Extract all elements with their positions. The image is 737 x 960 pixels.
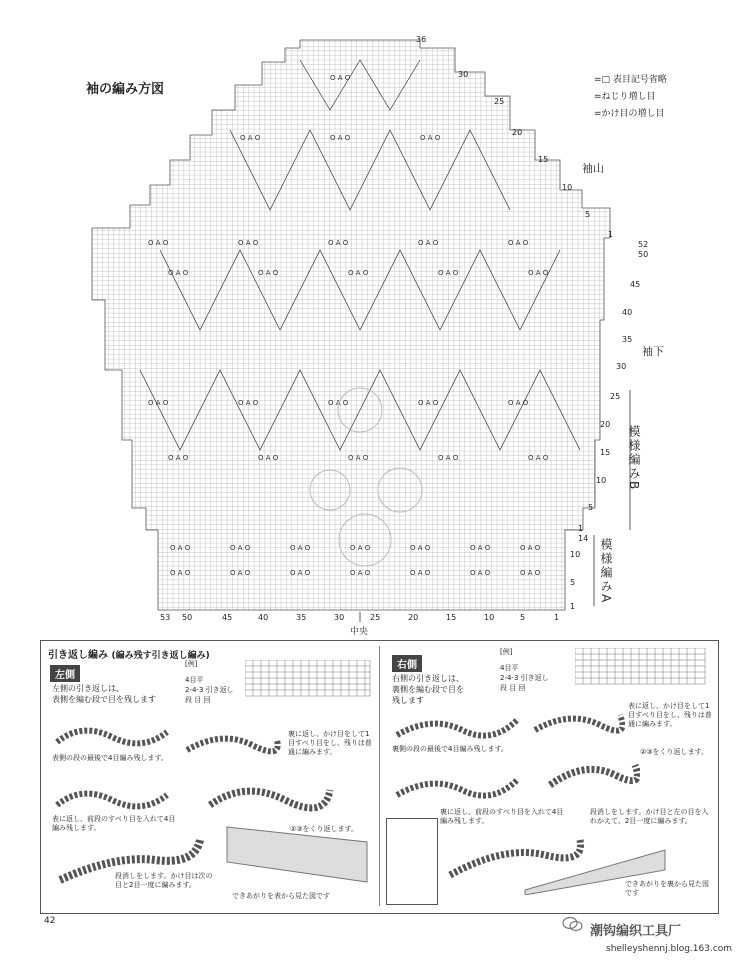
right-example-label: [例] xyxy=(500,648,513,656)
svg-text:O A O: O A O xyxy=(148,239,169,247)
stitch-number: 30 xyxy=(334,613,345,622)
stitch-number: 5 xyxy=(520,613,526,622)
svg-text:O A O: O A O xyxy=(508,399,529,407)
stitch-number: 10 xyxy=(484,613,495,622)
left-step6-caption: できあがりを表から見た図です xyxy=(232,892,330,900)
svg-text:O A O: O A O xyxy=(350,544,371,552)
row-number: 45 xyxy=(630,280,641,289)
left-example-line: 2-4-3 引き返し xyxy=(185,686,234,694)
left-step2-caption: 裏に返し、かけ目をして1目すべり目をし、残りは普通に編みます。 xyxy=(288,730,372,756)
svg-text:O A O: O A O xyxy=(350,569,371,577)
panel-divider xyxy=(379,646,380,906)
svg-text:O A O: O A O xyxy=(470,544,491,552)
svg-text:O A O: O A O xyxy=(230,569,251,577)
right-example-grid xyxy=(575,648,710,688)
svg-text:O A O: O A O xyxy=(240,134,261,142)
swap-method-inset xyxy=(386,818,438,905)
left-step6-illustration xyxy=(222,822,372,887)
left-step1-caption: 表側の段の最後で4目編み残します。 xyxy=(52,754,168,762)
svg-text:O A O: O A O xyxy=(410,544,431,552)
row-number: 20 xyxy=(600,420,611,429)
right-step2-caption: 表に返し、かけ目をして1目すべり目をし、残りは普通に編みます。 xyxy=(628,702,712,728)
svg-text:O A O: O A O xyxy=(520,544,541,552)
right-step4-caption: ②③をくり返します。 xyxy=(640,748,708,756)
svg-text:O A O: O A O xyxy=(238,239,259,247)
right-example-line: 段 目 回 xyxy=(500,684,526,692)
row-number: 5 xyxy=(570,578,576,587)
row-number: 25 xyxy=(610,392,621,401)
stitch-number: 53 xyxy=(160,613,171,622)
svg-text:O A O: O A O xyxy=(238,399,259,407)
svg-text:O A O: O A O xyxy=(170,544,191,552)
page-number: 42 xyxy=(44,916,56,926)
svg-text:O A O: O A O xyxy=(410,569,431,577)
stitch-number: 15 xyxy=(446,613,457,622)
row-number: 52 xyxy=(638,240,649,249)
row-number: 5 xyxy=(588,503,594,512)
brand-name: 潮钩编织工具厂 xyxy=(590,924,682,939)
row-number: 1 xyxy=(570,602,576,611)
label-sleeve-cap: 袖山 xyxy=(582,162,604,175)
stitch-number: 25 xyxy=(370,613,381,622)
svg-text:O A O: O A O xyxy=(290,544,311,552)
stitch-number: 50 xyxy=(182,613,193,622)
chart-title: 袖の編み方図 xyxy=(86,82,165,97)
svg-text:O A O: O A O xyxy=(148,399,169,407)
row-number: 50 xyxy=(638,250,649,259)
svg-text:O A O: O A O xyxy=(418,399,439,407)
wechat-icon xyxy=(562,916,584,932)
left-example-grid xyxy=(245,660,375,700)
stitch-number: 45 xyxy=(222,613,233,622)
left-example-label: [例] xyxy=(185,660,198,668)
stitch-number: 40 xyxy=(258,613,269,622)
right-step1-caption: 裏側の段の最後で4目編み残します。 xyxy=(392,745,508,753)
stitch-number: 20 xyxy=(408,613,419,622)
right-step3-illustration xyxy=(392,765,522,805)
legend-symbol: =かけ目の増し目 xyxy=(594,109,665,119)
svg-text:O A O: O A O xyxy=(230,544,251,552)
stitch-number: 35 xyxy=(296,613,307,622)
row-number: 20 xyxy=(512,128,523,137)
right-example-line: 4目平 xyxy=(500,664,519,672)
svg-text:O A O: O A O xyxy=(328,399,349,407)
svg-text:O A O: O A O xyxy=(418,239,439,247)
left-step5-caption: 段消しをします。かけ目は次の目と2目一度に編みます。 xyxy=(115,872,213,889)
row-number: 14 xyxy=(578,534,589,543)
row-number: 36 xyxy=(416,35,427,44)
svg-text:O A O: O A O xyxy=(170,569,191,577)
row-number: 30 xyxy=(616,362,627,371)
right-example-line: 2-4-3 引き返し xyxy=(500,674,549,682)
svg-text:O A O: O A O xyxy=(528,269,549,277)
left-step1-illustration xyxy=(52,712,172,752)
svg-text:O A O: O A O xyxy=(348,269,369,277)
label-pattern-a: 模様編みA xyxy=(599,538,613,605)
row-number: 1 xyxy=(608,230,614,239)
right-step2-illustration xyxy=(530,700,625,740)
label-center: 中央 xyxy=(350,627,369,637)
svg-text:O A O: O A O xyxy=(348,454,369,462)
svg-text:O A O: O A O xyxy=(420,134,441,142)
svg-text:O A O: O A O xyxy=(290,569,311,577)
svg-text:O A O: O A O xyxy=(168,454,189,462)
row-number: 30 xyxy=(458,70,469,79)
right-step5-caption: 段消しをします。かけ目と左の目を入れかえて、2目一度に編みます。 xyxy=(590,808,709,825)
right-step6-caption: できあがりを裏から見た図です xyxy=(625,880,709,897)
svg-text:O A O: O A O xyxy=(438,269,459,277)
left-example-line: 段 目 回 xyxy=(185,696,211,704)
right-step1-illustration xyxy=(392,705,522,745)
right-intro: 右側の引き返しは、 裏側を編む段で目を 残します xyxy=(392,674,464,705)
svg-text:O A O: O A O xyxy=(330,134,351,142)
svg-text:O A O: O A O xyxy=(470,569,491,577)
label-pattern-b: 模様編みB xyxy=(627,425,641,492)
svg-text:O A O: O A O xyxy=(168,269,189,277)
right-side-tag: 右側 xyxy=(392,655,422,672)
stitch-number: 1 xyxy=(554,613,560,622)
panel-title-sub: (編み残す引き返し編み) xyxy=(111,651,210,661)
right-step3-caption: 裏に返し、前段のすべり目を入れて4目編み残します。 xyxy=(440,808,564,825)
panel-title-main: 引き返し編み xyxy=(48,650,108,661)
label-sleeve-under: 袖下 xyxy=(642,345,664,358)
panel-title xyxy=(48,646,210,661)
svg-text:O A O: O A O xyxy=(438,454,459,462)
row-number: 1 xyxy=(578,524,584,533)
row-number: 25 xyxy=(494,97,505,106)
left-step3-illustration xyxy=(52,775,172,815)
left-side-tag: 左側 xyxy=(50,665,80,682)
row-number: 10 xyxy=(562,183,573,192)
left-step4-caption: ②③をくり返します。 xyxy=(290,825,358,833)
row-number: 10 xyxy=(570,550,581,559)
row-number: 15 xyxy=(600,448,611,457)
left-step4-illustration xyxy=(205,770,335,815)
left-step2-illustration xyxy=(182,720,282,760)
blog-url: shelleyshennj.blog.163.com xyxy=(606,944,733,954)
row-number: 10 xyxy=(596,476,607,485)
legend-symbol: =□ 表目記号省略 xyxy=(594,75,667,85)
svg-text:O A O: O A O xyxy=(330,74,351,82)
row-number: 35 xyxy=(622,335,633,344)
left-intro: 左側の引き返しは、 表側を編む段で目を残します xyxy=(52,684,156,704)
svg-text:O A O: O A O xyxy=(328,239,349,247)
left-step3-caption: 表に返し、前段のすべり目を入れて4目編み残します。 xyxy=(52,815,176,832)
svg-text:O A O: O A O xyxy=(258,269,279,277)
svg-text:O A O: O A O xyxy=(520,569,541,577)
row-number: 15 xyxy=(538,155,549,164)
legend-symbol: =ねじり増し目 xyxy=(594,92,656,102)
row-number: 5 xyxy=(585,210,591,219)
svg-text:O A O: O A O xyxy=(258,454,279,462)
row-number: 40 xyxy=(622,308,633,317)
right-step4-illustration xyxy=(545,750,640,795)
svg-text:O A O: O A O xyxy=(508,239,529,247)
svg-text:O A O: O A O xyxy=(528,454,549,462)
sleeve-chart-shape xyxy=(92,40,610,610)
left-example-line: 4目平 xyxy=(185,676,204,684)
